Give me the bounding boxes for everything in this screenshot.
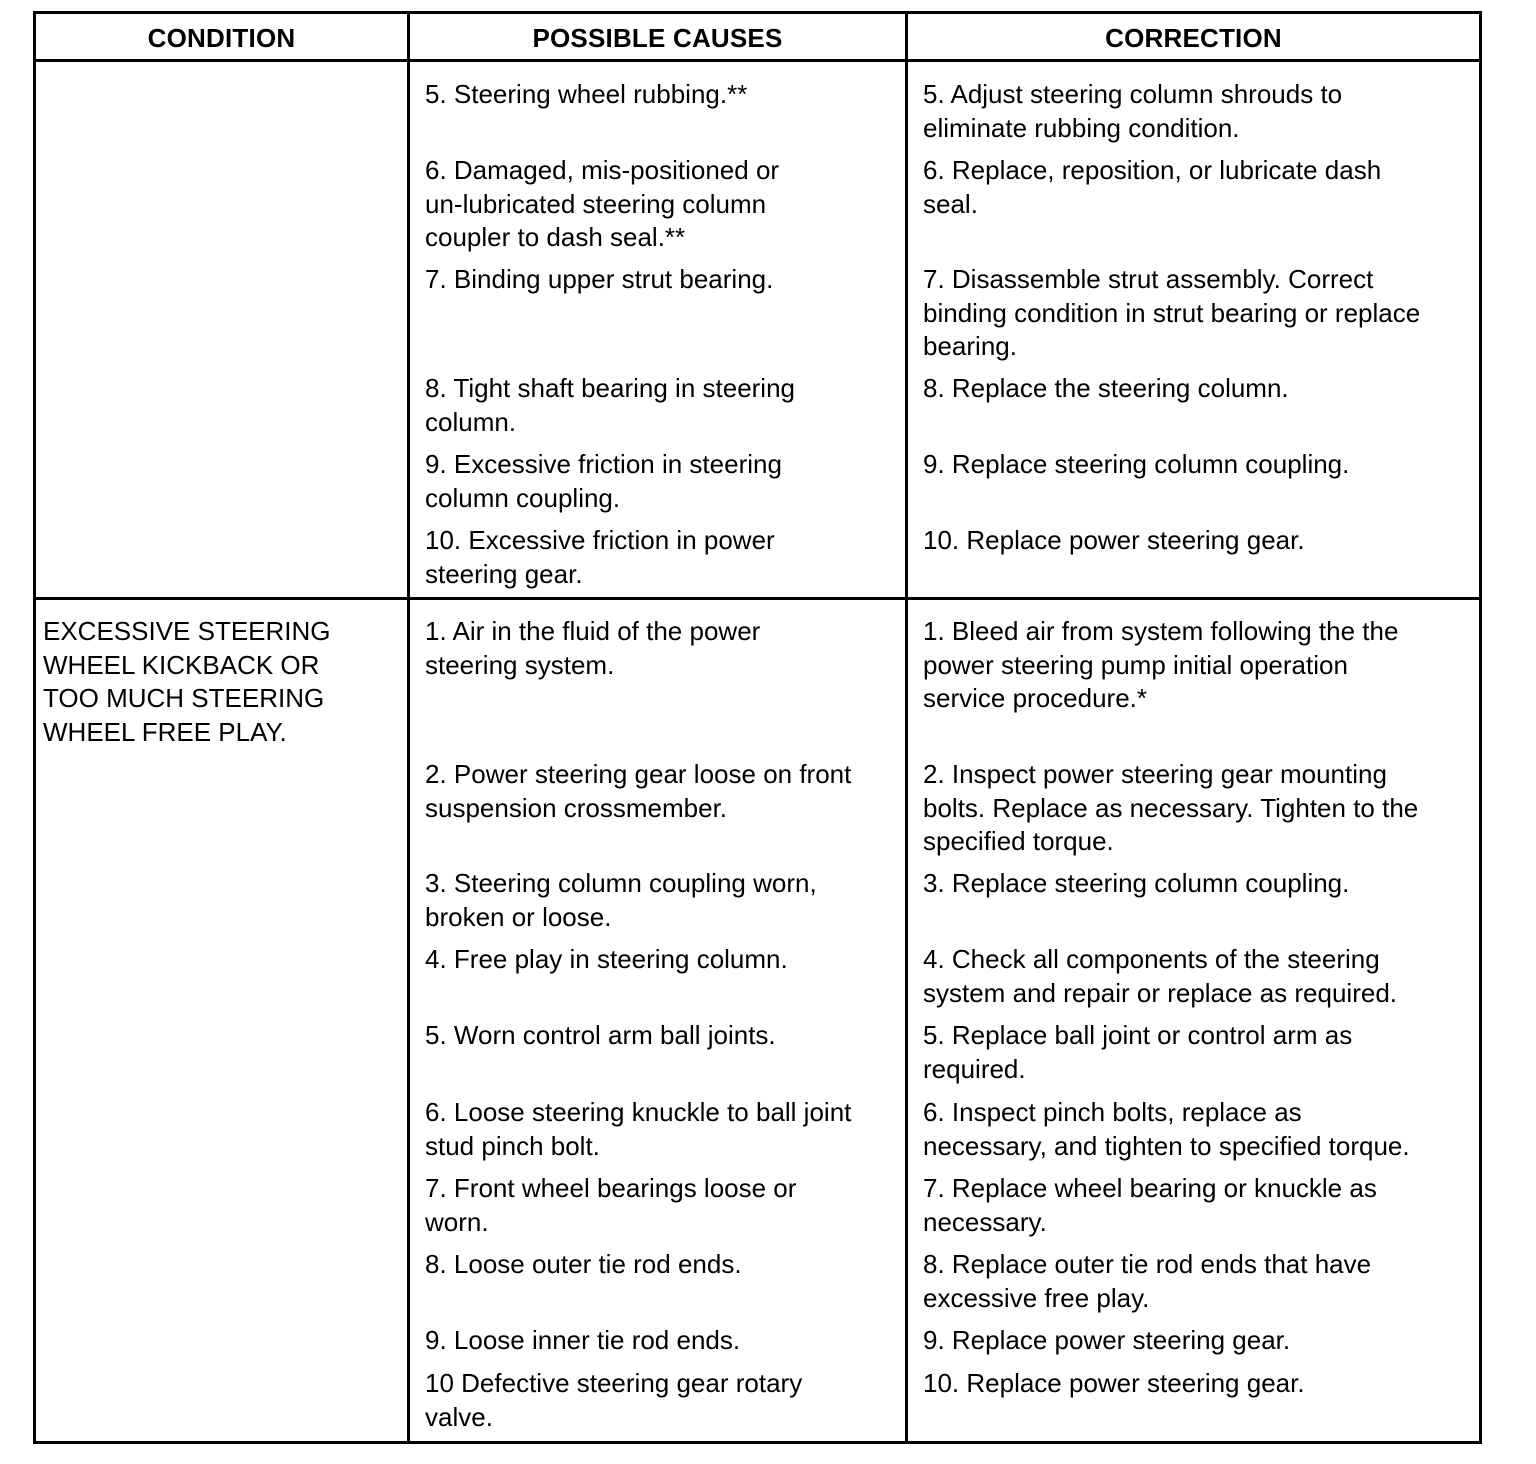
cause-cell: 7. Front wheel bearings loose or worn.	[425, 1173, 797, 1237]
cause-cell: 8. Tight shaft bearing in steering column.	[425, 373, 796, 437]
correction-cell: 2. Inspect power steering gear mounting bolts. Replace as necessary. Tighten to the specified torque.	[923, 759, 1419, 856]
correction-cell: 6. Inspect pinch bolts, replace as necessary, and tighten to specified torque.	[923, 1097, 1410, 1161]
column-divider-2	[905, 11, 908, 1444]
cause-cell: 5. Worn control arm ball joints.	[425, 1020, 776, 1050]
cause-cell: 9. Loose inner tie rod ends.	[425, 1325, 741, 1355]
diagnosis-table	[33, 11, 1482, 1444]
correction-cell: 9. Replace steering column coupling.	[923, 449, 1350, 479]
correction-cell: 3. Replace steering column coupling.	[923, 868, 1350, 898]
correction-cell: 9. Replace power steering gear.	[923, 1325, 1291, 1355]
cause-cell: 9. Excessive friction in steering column coupling.	[425, 449, 782, 513]
correction-cell: 5. Adjust steering column shrouds to eliminate rubbing condition.	[923, 79, 1343, 143]
cause-cell: 1. Air in the fluid of the power steering system.	[425, 616, 761, 680]
cause-cell: 6. Loose steering knuckle to ball joint stud pinch bolt.	[425, 1097, 852, 1161]
correction-cell: 8. Replace the steering column.	[923, 373, 1289, 403]
cause-cell: 5. Steering wheel rubbing.**	[425, 79, 748, 109]
cause-cell: 8. Loose outer tie rod ends.	[425, 1249, 742, 1279]
header-condition: CONDITION	[147, 22, 296, 53]
cause-cell: 7. Binding upper strut bearing.	[425, 264, 774, 294]
correction-cell: 10. Replace power steering gear.	[923, 1368, 1305, 1398]
correction-cell: 4. Check all components of the steering system and repair or replace as required.	[923, 944, 1398, 1008]
correction-cell: 7. Disassemble strut assembly. Correct binding condition in strut bearing or replace bearing.	[923, 264, 1421, 361]
condition-cell: EXCESSIVE STEERING WHEEL KICKBACK OR TOO MUCH STEERING WHEEL FREE PLAY.	[43, 616, 331, 747]
correction-cell: 8. Replace outer tie rod ends that have excessive free play.	[923, 1249, 1372, 1313]
correction-cell: 6. Replace, reposition, or lubricate dash seal.	[923, 155, 1382, 219]
correction-cell: 5. Replace ball joint or control arm as required.	[923, 1020, 1353, 1084]
cause-cell: 10. Excessive friction in power steering gear.	[425, 525, 775, 589]
cause-cell: 2. Power steering gear loose on front suspension crossmember.	[425, 759, 852, 823]
correction-cell: 1. Bleed air from system following the the power steering pump initial operation service procedure.*	[923, 616, 1399, 713]
cause-cell: 3. Steering column coupling worn, broken or loose.	[425, 868, 817, 932]
correction-cell: 10. Replace power steering gear.	[923, 525, 1305, 555]
correction-cell: 7. Replace wheel bearing or knuckle as necessary.	[923, 1173, 1377, 1237]
section-divider	[33, 597, 1482, 600]
cause-cell: 4. Free play in steering column.	[425, 944, 788, 974]
cause-cell: 6. Damaged, mis-positioned or un-lubricated steering column coupler to dash seal.**	[425, 155, 780, 252]
column-divider-1	[407, 11, 410, 1444]
header-possible-causes: POSSIBLE CAUSES	[532, 22, 783, 53]
header-correction: CORRECTION	[1105, 22, 1282, 53]
cause-cell: 10 Defective steering gear rotary valve.	[425, 1368, 803, 1432]
